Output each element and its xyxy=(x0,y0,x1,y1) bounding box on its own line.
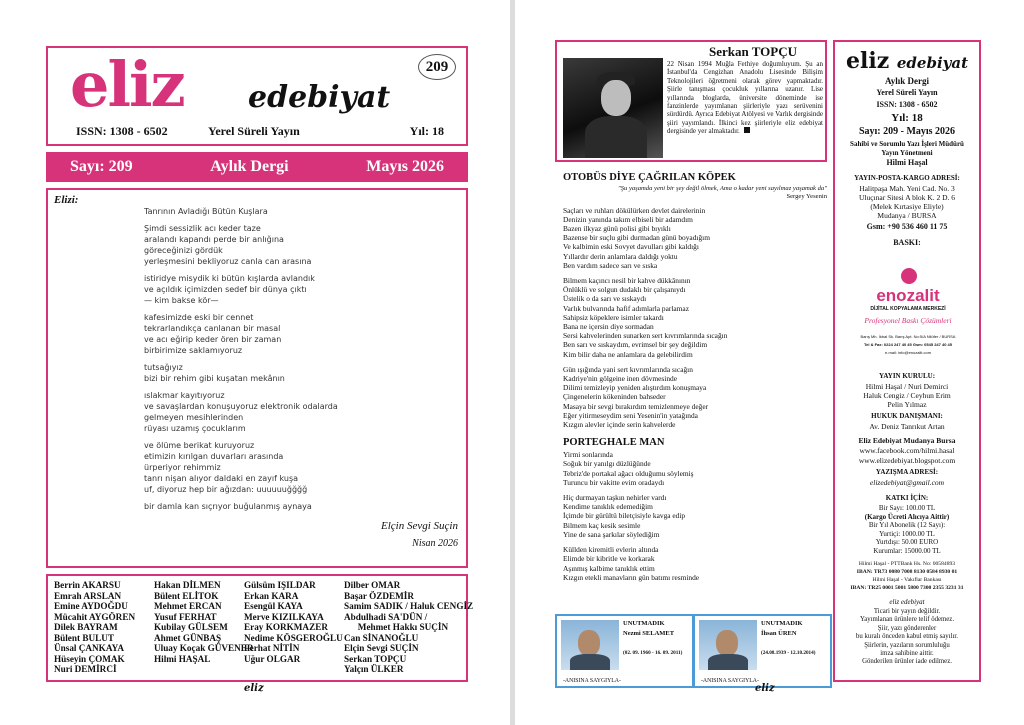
memorial-photo-1 xyxy=(561,620,619,670)
contributor-name: Nuri DEMİRCİ xyxy=(54,664,117,674)
contributors-column xyxy=(244,580,343,664)
poem-line: Gün ışığında yani sert kıvrımlarında sıcağın xyxy=(563,364,693,374)
poem-line: Bazense bir suçlu gibi durmadan günü boyadığım xyxy=(563,233,710,243)
sidebar-note-title: eliz edebiyat xyxy=(889,598,925,606)
handwriting-line: tutsağıyız xyxy=(144,363,183,372)
contributor-name: Esengül KAYA xyxy=(244,601,303,611)
sidebar-katki-title: KATKI İÇİN: xyxy=(885,494,929,502)
author-photo xyxy=(563,58,663,158)
poem-line: Bazen ilkyaz günü polisi gibi bıyıklı xyxy=(563,224,671,233)
contributor-name: Mehmet Hakkı SUÇİN xyxy=(344,622,449,632)
contributor-name: Merve KIZILKAYA xyxy=(244,611,324,622)
contributor-name: Uğur OLGAR xyxy=(244,653,301,664)
contributor-name: Hüseyin ÇOMAK xyxy=(54,653,125,664)
poem1-epigraph-author: Sergey Yesenin xyxy=(786,192,827,200)
poem-line: Üstelik o da sarı ve sıskaydı xyxy=(563,294,647,304)
memorial-dates-1: (02. 09. 1960 - 16. 09. 2011) xyxy=(623,650,683,656)
handwriting-line: ve acı eğirip keder ören bir zaman xyxy=(144,335,282,344)
poem-line: Eğer yitirmeseydim seni Yesenin'in yatağında xyxy=(563,410,698,420)
sidebar-yerel: Yerel Süreli Yayın xyxy=(876,88,938,97)
sidebar-temsil: Eliz Edebiyat Mudanya Bursa xyxy=(858,436,956,445)
masthead xyxy=(46,46,468,146)
poem1-body xyxy=(563,206,827,430)
contributor-name: Eray KORKMAZER xyxy=(244,622,328,632)
poem-line: Kim bilir daha ne anlamlara da gelebilirdim xyxy=(563,349,693,359)
memorial-unutmadik-1: UNUTMADIK xyxy=(623,620,665,627)
imprint-sidebar xyxy=(833,40,981,682)
handwriting-line: yerleşmesini bekliyoruz canla can arasına xyxy=(144,257,312,266)
poem-line: Elimde bir kibritle ve korkarak xyxy=(563,554,655,564)
poem-line: Tebriz'de portakal ağacı olduğumu söylemiş xyxy=(563,468,694,478)
contributors-column xyxy=(154,580,254,664)
contributor-name: Hilmi HAŞAL xyxy=(154,653,211,664)
handwritten-poem-box xyxy=(46,188,468,568)
poem-line: Küllden kiremitli evlerin altında xyxy=(563,545,659,555)
poem-line: Denizin yanında takım elbiseli bir adamdım xyxy=(563,214,693,224)
contributor-name: Hakan DİLMEN xyxy=(154,580,221,590)
handwriting-line: Şimdi sessizlik acı keder taze xyxy=(144,224,261,233)
poem1-title: OTOBÜS DİYE ÇAĞRILAN KÖPEK xyxy=(563,172,736,183)
handwriting-line: ıslakmar kayıtıyoruz xyxy=(144,391,225,400)
contributors-column xyxy=(344,580,473,675)
poem-line: Aşınmış kalbime tanıklık ettim xyxy=(563,563,655,573)
enozalit-tel: Tel & Fax: 0224 247 40 45 Gsm: 0545 247 40 45 xyxy=(864,342,952,347)
sidebar-gsm: Gsm: +90 536 460 11 75 xyxy=(866,222,948,231)
handwriting-line: tekrarlandıkça canlanan bir masal xyxy=(144,324,281,333)
sidebar-sahibi: Sahibi ve Sorumlu Yazı İşleri Müdürü xyxy=(850,140,964,148)
handwriting-line: uf, diyoruz hep bir ağızdan: uuuuuuğğğğ xyxy=(144,485,308,494)
handwriting-line: göreceğinizi gördük xyxy=(144,246,223,255)
sidebar-address: Halitpaşa Mah. Yeni Cad. No. 3 Uluçınar Sitesi A blok K. 2 D. 6 (Melek Kırtasiye Eliyle) Mudanya / BURSA xyxy=(858,184,956,220)
contributor-name: Dilber OMAR xyxy=(344,580,401,590)
year: Yıl: 18 xyxy=(409,124,444,138)
sidebar-kurul-title: YAYIN KURULU: xyxy=(878,372,936,380)
memorial-anisina-2: -ANISINA SAYGIYLA- xyxy=(701,678,759,684)
poem-line: Sersi kahvelerinden sunarken sert kıvrımlarında sıcağın xyxy=(563,331,728,341)
enozalit-logo-icon xyxy=(901,268,917,284)
issn: ISSN: 1308 - 6502 xyxy=(76,124,168,138)
contributor-name: Nedime KÖSGEROĞLU xyxy=(244,632,343,643)
left-page xyxy=(0,0,509,725)
contributors-column xyxy=(54,580,135,675)
sidebar-yil: Yıl: 18 xyxy=(891,112,923,124)
contributor-name: Uluay Koçak GÜVENER xyxy=(154,643,254,653)
poem-line: Bilmem kaçıncı nesil bir kahve dükkânının xyxy=(563,276,691,286)
handwriting-line: ürperiyor rehimmiz xyxy=(144,463,221,472)
poem-line: Masaya bir sevgi bırakırdım temizlenmeye değer xyxy=(563,401,709,411)
poem-line: İçimde bir gürültü biletçisiyle kavga edip xyxy=(563,511,686,521)
contributor-name: Samim SADIK / Haluk CENGİZ xyxy=(344,601,474,611)
poem-line: Yıllardır derin anlamlara daldığı yoktu xyxy=(563,251,678,261)
contributor-name: Bülent ELİTOK xyxy=(154,590,219,601)
signature-name: Elçin Sevgi Suçin xyxy=(381,520,458,532)
poem-label: Elizi: xyxy=(54,194,79,206)
poem-line: Kendime tanıklık edemediğim xyxy=(563,502,653,512)
contributor-name: Mehmet ERCAN xyxy=(154,601,222,611)
contributor-name: Abdulhadi SA'DÜN / xyxy=(344,611,428,622)
sidebar-note: Ticari bir yayın değildir. Yayımlanan ürünlere telif ödemez. Şiir, yazı gönderenler bu kuralı önceden kabul etmiş sayılır. Şiirlerin, yazıların sorumluluğu imza sahibine aittir. Gönderilen ürünler iade edilmez. xyxy=(856,608,958,666)
handwriting-line: Tanrının Avladığı Bütün Kuşlara xyxy=(144,207,268,216)
poem-line: Hiç durmayan taşkın nehirler vardı xyxy=(563,493,667,503)
sidebar-owner: Hilmi Haşal xyxy=(886,158,928,167)
handwriting-line: kafesimizde eski bir cennet xyxy=(144,313,254,322)
author-name: Serkan TOPÇU xyxy=(709,44,798,59)
sidebar-baski: BASKI: xyxy=(893,238,921,247)
enozalit-sub: DİJİTAL KOPYALAMA MERKEZİ xyxy=(870,306,946,312)
poem-line: Varlık bulvarında hafif adımlarla parlamaz xyxy=(563,303,689,313)
poem-line: Kızgın alevler içinde serin kahvelerde xyxy=(563,420,676,430)
sidebar-yonetmen: Yayın Yönetmeni xyxy=(881,149,933,157)
memorial-box-1 xyxy=(555,614,694,688)
contributor-name: Elçin Sevgi SUÇİN xyxy=(344,643,419,653)
band-date: Mayıs 2026 xyxy=(366,158,444,175)
contributor-name: Serkan TOPÇU xyxy=(344,653,407,664)
enozalit-mail: e-mail: info@enozalit.com xyxy=(884,350,932,355)
handwriting-line: tanrı nişan alıyor daldaki en zayıf kuşa xyxy=(144,474,299,483)
issue-number-badge: 209 xyxy=(418,54,456,80)
memorial-photo-2 xyxy=(699,620,757,670)
sidebar-katki: Bir Sayı: 100.00 TL (Kargo Ücreti Alıcıya Aittir) Bir Yıl Abonelik (12 Sayı): Yurtiçi: 1000.00 TL Yurtdışı: 50.00 EURO Kurumlar: 15000.00 TL xyxy=(864,504,950,555)
poem-line: Önlüklü ve solgun dudaklı bir çalışanıydı xyxy=(563,285,686,295)
sidebar-logo: eliz edebiyat xyxy=(845,48,969,74)
contributor-name: Yusuf FERHAT xyxy=(154,611,217,622)
sidebar-bank: Hilmi Haşal - PTTBank Hs. No: 00584893 IBAN: TR73 0080 7008 8130 0584 8930 01 Hilmi Haşal - Vakıflar Bankası IBAN: TR25 0001 5001 5800 7300 2355 3231 31 xyxy=(850,561,964,591)
poem-line: Bana ne içersin diye sormadan xyxy=(563,322,654,332)
yerel-sureli: Yerel Süreli Yayın xyxy=(208,124,300,138)
handwriting-line: rüyası uzamış çocuklarım xyxy=(144,424,246,433)
contributor-name: Yalçın ÜLKER xyxy=(344,664,404,674)
author-bio: 22 Nisan 1994 Muğla Fethiye doğumluyum. Şu an İstanbul'da Cengizhan Anadolu Lisesinde Bilişim Teknolojileri öğretmeni olarak görev yapmaktadır. Şiirle tanışması çocukluk yıllarına uzanır. Lise yıllarında bloglarda, üniversite döneminde ise fanzinlerde yayımlanan şiirleriyle yazı serüvenini sürdürdü. Ayrıca Edebiyat Atölyesi ve Varlık dergisinde şiiri yayımlandı. İlkinci kez şiirleriyle eliz edebiyat dergisinde yer almaktadır. xyxy=(667,60,823,136)
contributor-name: Başar ÖZDEMİR xyxy=(344,590,415,601)
poem-line: Ben sarı ve sıskaydım, evrimsel bir şey değildim xyxy=(563,340,708,350)
handwriting-line: birbirimize saklamıyoruz xyxy=(144,346,243,355)
band-aylik: Aylık Dergi xyxy=(210,158,289,175)
page-footer-left: eliz xyxy=(244,683,264,694)
contributor-name: Kubilay GÜLSEM xyxy=(154,622,228,632)
contributor-name: Berrin AKARSU xyxy=(54,580,121,590)
poem-line: Sahipsiz köpeklere isimler takardı xyxy=(563,312,664,322)
handwriting-line: istiridye misydik ki bütün kışlarda avlandık xyxy=(144,274,315,283)
contributor-name: Erkan KARA xyxy=(244,590,299,601)
sidebar-hukuk: Av. Deniz Tanrıkut Artan xyxy=(869,422,945,431)
contributors-box xyxy=(46,574,474,682)
contributor-name: Ahmet GÜNBAŞ xyxy=(154,632,222,643)
memorial-box-2 xyxy=(693,614,832,688)
handwriting-line: aralandı kapandı perde bir anlığına xyxy=(144,235,284,244)
author-box xyxy=(555,40,827,162)
poem-line: Yirmi sonlarında xyxy=(563,450,613,460)
sidebar-issn: ISSN: 1308 - 6502 xyxy=(876,100,938,109)
poem2-title: PORTEGHALE MAN xyxy=(563,437,665,449)
poem-line: Dilimi temizleyip yeniden alıştırdım konuşmaya xyxy=(563,383,707,393)
right-page xyxy=(515,0,1024,725)
poem-line: Soğuk bir yanılgı düzlüğünde xyxy=(563,459,651,469)
handwriting-line: — kim bakse kör— xyxy=(144,296,219,305)
enozalit-name: enozalit xyxy=(876,286,940,305)
memorial-anisina-1: -ANISINA SAYGIYLA- xyxy=(563,678,621,684)
sidebar-address-title: YAYIN-POSTA-KARGO ADRESİ: xyxy=(854,174,960,182)
memorial-dates-2: (24.08.1939 - 12.10.2014) xyxy=(761,650,816,656)
contributor-name: Mücahit AYGÖREN xyxy=(54,611,136,622)
logo-edebiyat: edebiyat xyxy=(248,80,391,115)
sidebar-web2: www.elizedebiyat.blogspot.com xyxy=(858,456,956,465)
handwriting-line: bir damla kan sıçrıyor buğulanmış aynaya xyxy=(144,502,312,511)
page-footer-right: eliz xyxy=(755,683,775,694)
memorial-unutmadik-2: UNUTMADIK xyxy=(761,620,803,627)
sidebar-aylik: Aylık Dergi xyxy=(884,76,930,86)
poem-line: Yine de sana şarkılar söylediğim xyxy=(563,529,660,539)
issue-band xyxy=(46,152,468,182)
enozalit-address: Barış Mh. İkbal Sk. Barış Apt. No:5/A Nilüfer / BURSA xyxy=(860,334,956,339)
sidebar-yazisma-title: YAZIŞMA ADRESİ: xyxy=(875,468,939,476)
poem-line: Bilmem kaç kesik sesimle xyxy=(563,520,641,530)
logo-eliz: eliz xyxy=(70,48,184,121)
contributor-name: Dilek BAYRAM xyxy=(54,622,118,632)
contributor-name: Ünsal ÇANKAYA xyxy=(54,643,125,653)
sidebar-web1: www.facebook.com/hilmi.hasal xyxy=(859,446,955,455)
contributor-name: Gülsüm IŞILDAR xyxy=(244,580,316,590)
memorial-name-1: Nezmi SELAMET xyxy=(623,630,675,637)
band-sayi: Sayı: 209 xyxy=(70,158,133,175)
poems-column xyxy=(563,172,827,582)
poem-line: Turuncu bir vakitte evim oradaydı xyxy=(563,477,665,487)
signature-date: Nisan 2026 xyxy=(412,538,458,549)
handwriting-line: ve ölüme berikat kuruyoruz xyxy=(144,441,255,450)
sidebar-kurul: Hilmi Haşal / Nuri Demirci Haluk Cengiz / Ceyhun Erim Pelin Yılmaz xyxy=(863,382,951,409)
poem-line: Ben vardım sadece sarı ve sıska xyxy=(563,260,658,270)
poem-line: Çingenelerin kökeninden bahseder xyxy=(563,392,666,402)
handwriting-line: gelmeyen mesihlerinden xyxy=(144,413,244,422)
memorial-name-2: İhsan ÜREN xyxy=(761,630,797,637)
handwriting-line: etimizin kırılgan duvarları arasında xyxy=(144,452,284,461)
contributor-name: Ferhat NİTİN xyxy=(244,643,300,653)
handwriting-line: ve açıldık içimizden sedef bir dünya çıktı xyxy=(144,285,307,294)
enozalit-ad xyxy=(843,268,973,368)
poem1-epigraph: "Şu yaşamda yeni bir şey değil ölmek, Ama o kadar yeni sayılmaz yaşamak da" xyxy=(617,185,827,192)
handwriting-line: ve savaşlardan konuşuyoruz elektronik odalarda xyxy=(144,402,338,411)
poem-line: Ve kalbimin eski Sovyet davulları gibi kaldığı xyxy=(563,242,699,252)
contributor-name: Emrah ARSLAN xyxy=(54,590,122,601)
sidebar-sayi: Sayı: 209 - Mayıs 2026 xyxy=(858,126,956,137)
sidebar-mail: elizedebiyat@gmail.com xyxy=(869,478,945,487)
handwritten-poem xyxy=(144,206,444,556)
handwriting-line: bizi bir rehim gibi kuşatan mekânın xyxy=(144,374,285,383)
poem-line: Kızgın etekli manavların gün batımı resminde xyxy=(563,572,700,582)
poem-line: Kadriye'nin gölgeine inen dövmesinde xyxy=(563,374,678,384)
poem-line: Saçları ve ruhları dökülürken devlet dairelerinin xyxy=(563,205,706,215)
poem2-body xyxy=(563,450,827,582)
contributor-name: Bülent BULUT xyxy=(54,632,114,643)
contributor-name: Can SİNANOĞLU xyxy=(344,632,419,643)
contributor-name: Emine AYDOĞDU xyxy=(54,601,128,611)
sidebar-hukuk-title: HUKUK DANIŞMANI: xyxy=(871,412,943,420)
enozalit-slogan: Profesyonel Baskı Çözümleri xyxy=(864,316,952,325)
